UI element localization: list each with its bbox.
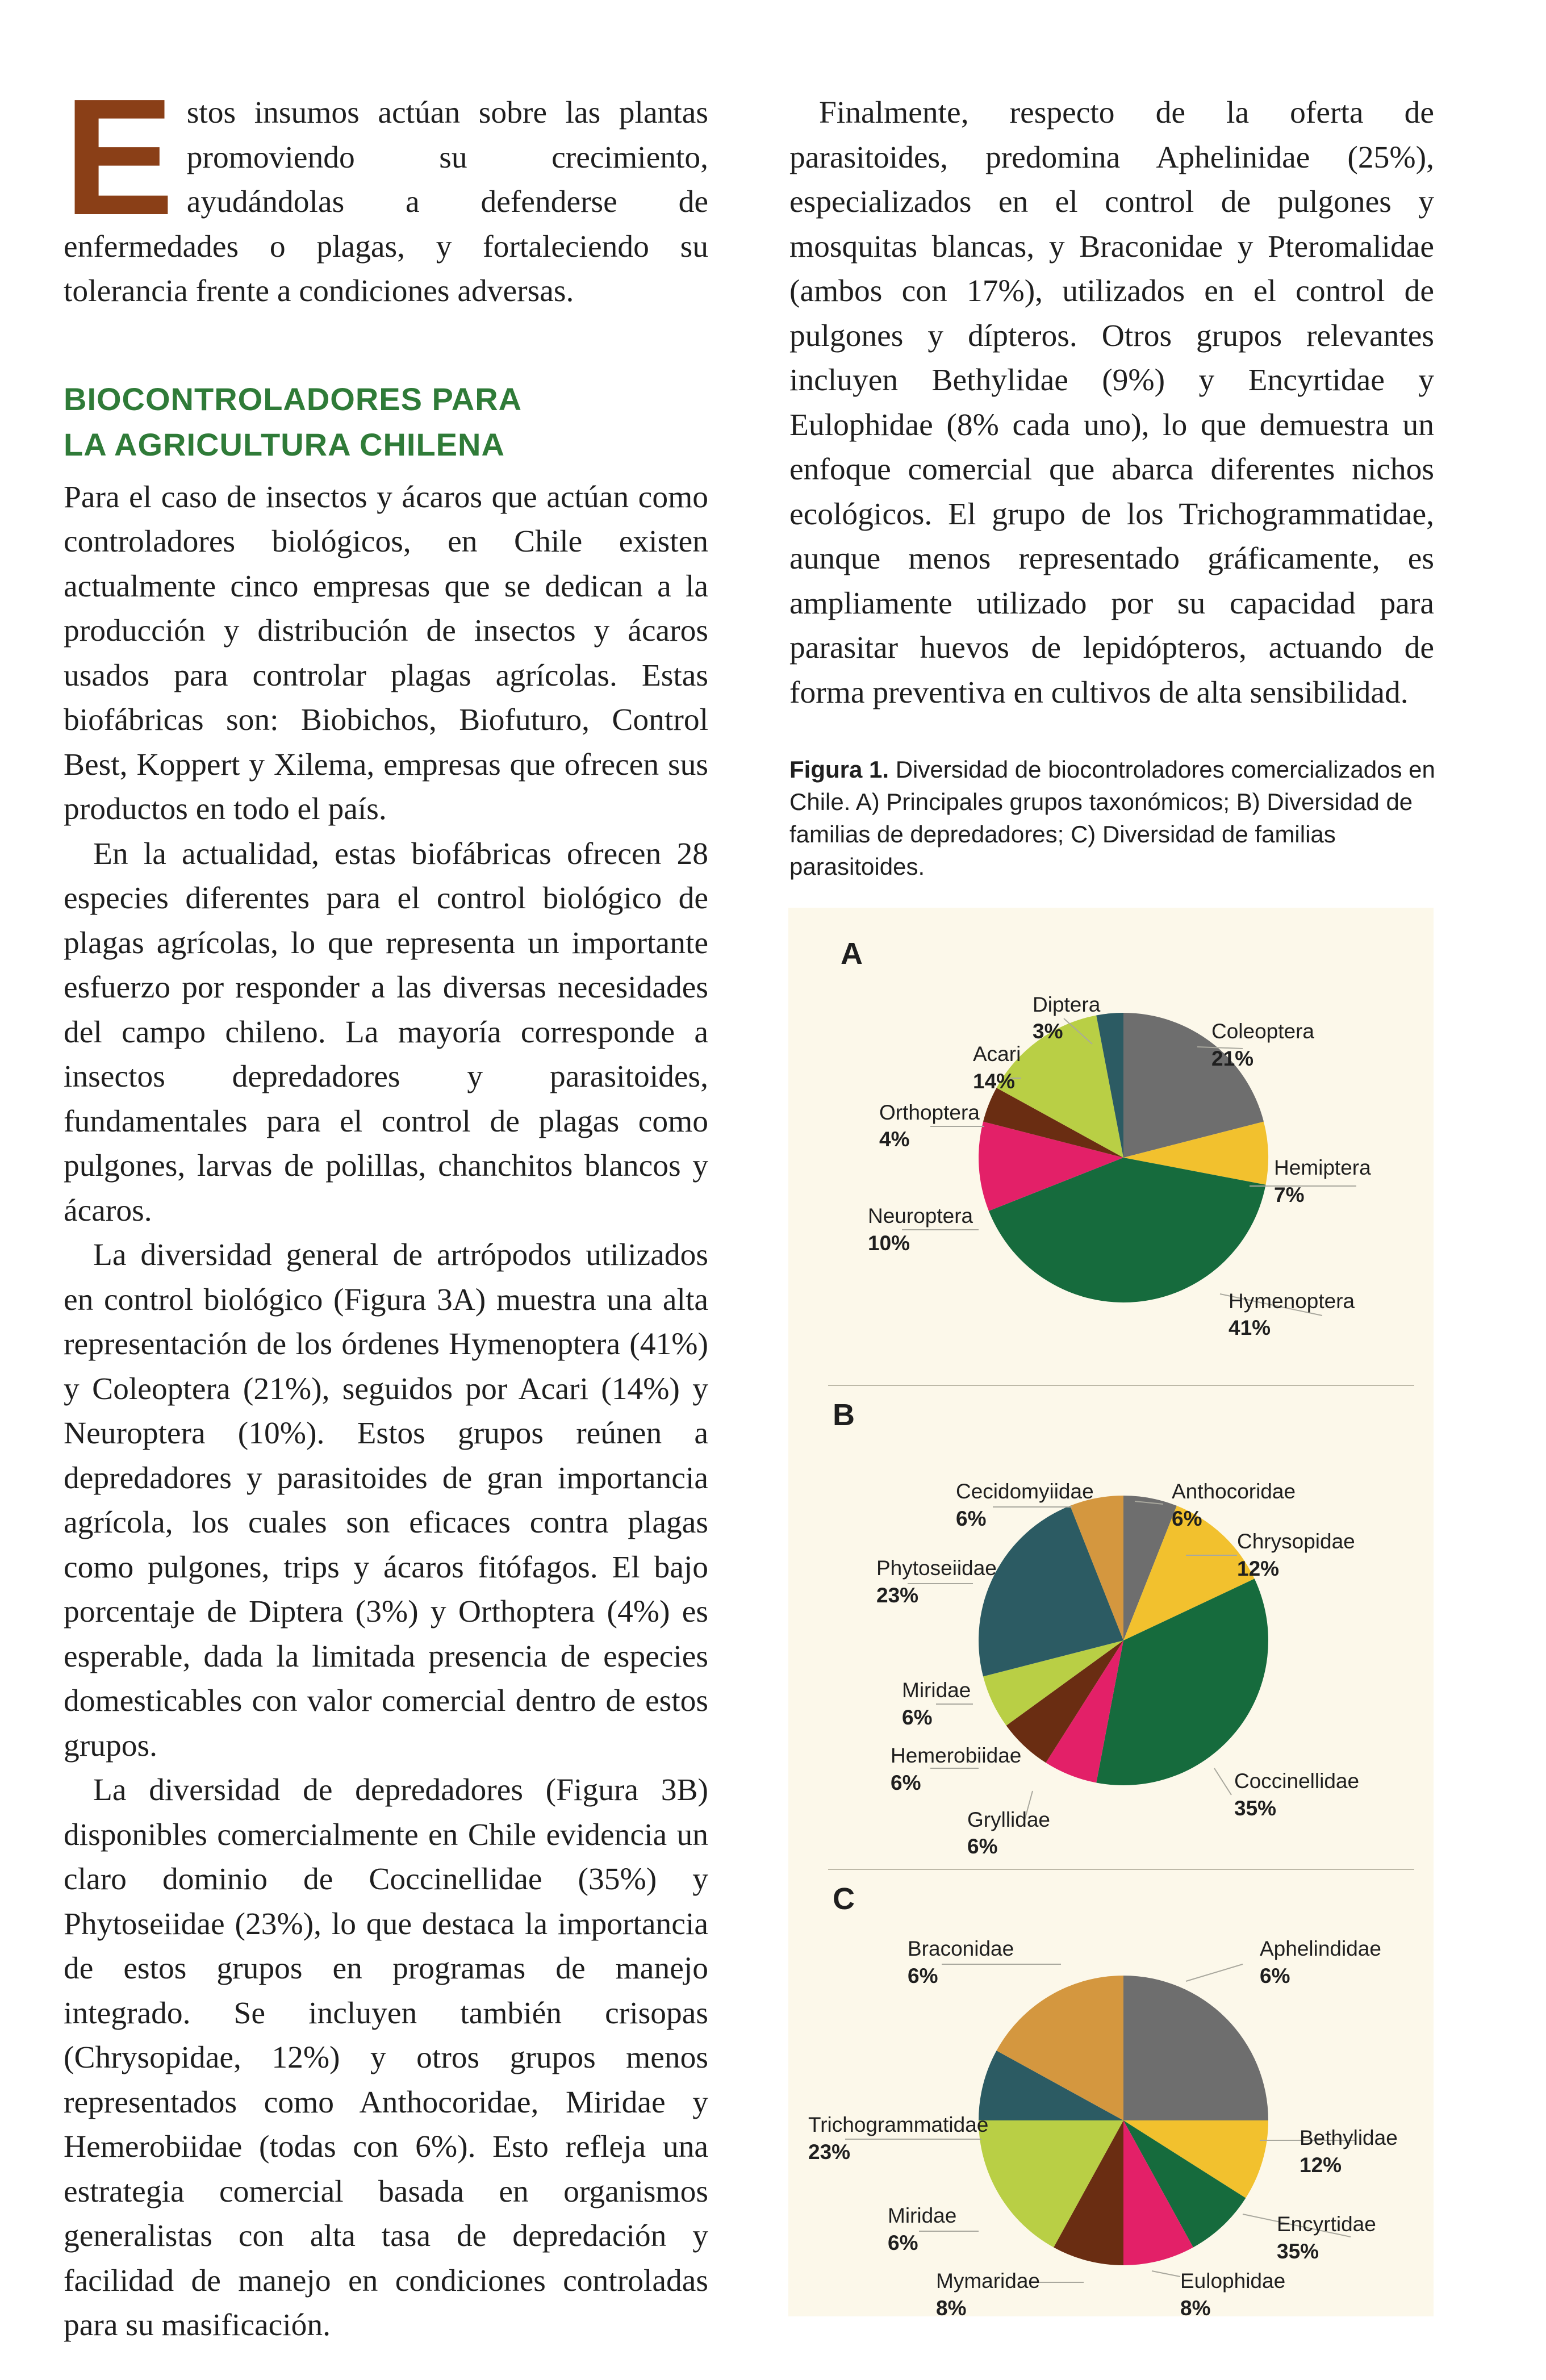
body-paragraph: La diversidad general de artrópodos utilizados en control biológico (Figura 3A) muestra una alta representación de los órdenes Hymenoptera (41%) y Coleoptera (21%), seguidos por Acari (14%) y Neuroptera (10%). Estos grupos reúnen a depredadores y parasitoides de gran importancia agrícola, los cuales son eficaces contra plagas como pulgones, trips y ácaros fitófagos. El bajo porcentaje de Diptera (3%) y Orthoptera (4%) es esperable, dada la limitada presencia de especies domesticables con valor comercial dentro de estos grupos.	[64, 1238, 708, 1763]
slice-label: Coccinellidae	[1234, 1769, 1360, 1793]
slice-percent-label: 14%	[973, 1070, 1016, 1093]
slice-percent-label: 6%	[888, 2231, 918, 2254]
intro-text: stos insumos actúan sobre las plantas promoviendo su crecimiento, ayudándolas a defenderse de enfermedades o plagas, y fortaleciendo su tolerancia frente a condiciones adversas.	[64, 95, 708, 308]
slice-percent-label: 6%	[891, 1771, 921, 1794]
panel-divider	[828, 1869, 1414, 1870]
slice-percent-label: 10%	[868, 1231, 910, 1255]
figure-caption-text: Diversidad de biocontroladores comercializados en Chile. A) Principales grupos taxonómicos; B) Diversidad de familias de depredadores; C) Diversidad de familias parasitoides.	[789, 756, 1435, 880]
leader-line	[1152, 2271, 1180, 2277]
body-paragraph: La diversidad de depredadores (Figura 3B) disponibles comercialmente en Chile evidencia un claro dominio de Coccinellidae (35%) y Phytoseiidae (23%), lo que destaca la importancia de estos grupos en programas de manejo integrado. Se incluyen también crisopas (Chrysopidae, 12%) y otros grupos menos representados como Anthocoridae, Miridae y Hemerobiidae (todas con 6%). Esto refleja una estrategia comercial basada en organismos generalistas con alta tasa de depredación y facilidad de manejo en condiciones controladas para su masificación.	[64, 1773, 708, 2343]
panel-label-c: C	[833, 1882, 855, 1916]
slice-percent-label: 12%	[1300, 2153, 1342, 2177]
slice-percent-label: 23%	[876, 1584, 919, 1607]
slice-percent-label: 6%	[956, 1507, 987, 1530]
figure-caption-label: Figura 1.	[789, 756, 889, 783]
section-heading-line1: BIOCONTROLADORES PARA	[64, 381, 523, 417]
slice-percent-label: 8%	[1180, 2297, 1211, 2316]
slice-percent-label: 23%	[808, 2140, 851, 2164]
section-heading-line2: LA AGRICULTURA CHILENA	[64, 426, 505, 462]
drop-cap: E	[64, 64, 174, 249]
slice-label: Phytoseiidae	[876, 1556, 997, 1580]
slice-label: Orthoptera	[879, 1101, 980, 1124]
slice-percent-label: 35%	[1234, 1797, 1277, 1820]
slice-percent-label: 35%	[1277, 2240, 1319, 2263]
panel-label-b: B	[833, 1398, 855, 1432]
slice-percent-label: 6%	[902, 1706, 933, 1729]
slice-label: Neuroptera	[868, 1204, 973, 1227]
panel-divider	[828, 1385, 1414, 1386]
body-paragraph: Finalmente, respecto de la oferta de parasitoides, predomina Aphelinidae (25%), especializados en el control de pulgones y mosquitas blancas, y Braconidae y Pteromalidae (ambos con 17%), utilizados en el control de pulgones y dípteros. Otros grupos relevantes incluyen Bethylidae (9%) y Encyrtidae y Eulophidae (8% cada uno), lo que demuestra un enfoque comercial que abarca diferentes nichos ecológicos. El grupo de los Trichogrammatidae, aunque menos representado gráficamente, es ampliamente utilizado por su capacidad para parasitar huevos de lepidópteros, actuando de forma preventiva en cultivos de alta sensibilidad.	[789, 95, 1434, 710]
slice-percent-label: 6%	[1172, 1507, 1202, 1530]
body-paragraph: En la actualidad, estas biofábricas ofrecen 28 especies diferentes para el control biológico de plagas agrícolas, lo que representa un importante esfuerzo por responder a las diversas necesidades del campo chileno. La mayoría corresponde a insectos depredadores y parasitoides, fundamentales para el control de plagas como pulgones, larvas de polillas, chanchitos blancos y ácaros.	[64, 836, 708, 1228]
slice-label: Aphelindidae	[1260, 1937, 1381, 1960]
slice-label: Encyrtidae	[1277, 2212, 1376, 2236]
slice-label: Gryllidae	[967, 1808, 1050, 1831]
intro-paragraph	[64, 64, 708, 314]
slice-label: Bethylidae	[1300, 2126, 1398, 2149]
pie-chart-b	[788, 1391, 1434, 1856]
slice-label: Miridae	[902, 1678, 971, 1702]
slice-percent-label: 12%	[1237, 1557, 1280, 1580]
left-column	[64, 64, 708, 2348]
slice-percent-label: 41%	[1229, 1316, 1271, 1339]
section-heading	[64, 377, 708, 467]
slice-percent-label: 6%	[1260, 1964, 1290, 1987]
slice-label: Acari	[973, 1042, 1021, 1066]
slice-label: Miridae	[888, 2204, 957, 2227]
slice-label: Chrysopidae	[1237, 1530, 1355, 1553]
slice-percent-label: 8%	[936, 2297, 967, 2316]
slice-percent-label: 6%	[967, 1835, 998, 1856]
slice-label: Diptera	[1033, 993, 1101, 1016]
pie-chart-c	[788, 1873, 1434, 2316]
slice-label: Mymaridae	[936, 2269, 1040, 2293]
panel-label-a: A	[841, 937, 863, 971]
body-paragraph: Para el caso de insectos y ácaros que actúan como controladores biológicos, en Chile existen actualmente cinco empresas que se dedican a la producción y distribución de insectos y ácaros usados para controlar plagas agrícolas. Estas biofábricas son: Biobichos, Biofuturo, Control Best, Koppert y Xilema, empresas que ofrecen sus productos en todo el país.	[64, 479, 708, 826]
pie-slice-aphelindidae	[1123, 1976, 1268, 2120]
right-column	[789, 91, 1434, 715]
pie-chart-a	[788, 908, 1434, 1373]
slice-label: Trichogrammatidae	[808, 2113, 989, 2136]
slice-percent-label: 21%	[1211, 1047, 1254, 1070]
slice-label: Coleoptera	[1211, 1020, 1315, 1043]
slice-label: Anthocoridae	[1172, 1480, 1296, 1503]
leader-line	[1214, 1768, 1231, 1795]
slice-percent-label: 3%	[1033, 1020, 1063, 1043]
slice-label: Braconidae	[908, 1937, 1014, 1960]
slice-label: Eulophidae	[1180, 2269, 1286, 2293]
slice-percent-label: 7%	[1274, 1183, 1305, 1206]
slice-label: Hemerobiidae	[891, 1744, 1022, 1767]
slice-label: Hemiptera	[1274, 1156, 1371, 1179]
slice-label: Cecidomyiidae	[956, 1480, 1094, 1503]
figure-panel	[788, 908, 1434, 2316]
leader-line	[1186, 1964, 1243, 1981]
figure-caption	[789, 753, 1437, 883]
slice-label: Hymenoptera	[1229, 1289, 1355, 1313]
slice-percent-label: 4%	[879, 1128, 910, 1151]
slice-percent-label: 6%	[908, 1964, 938, 1987]
